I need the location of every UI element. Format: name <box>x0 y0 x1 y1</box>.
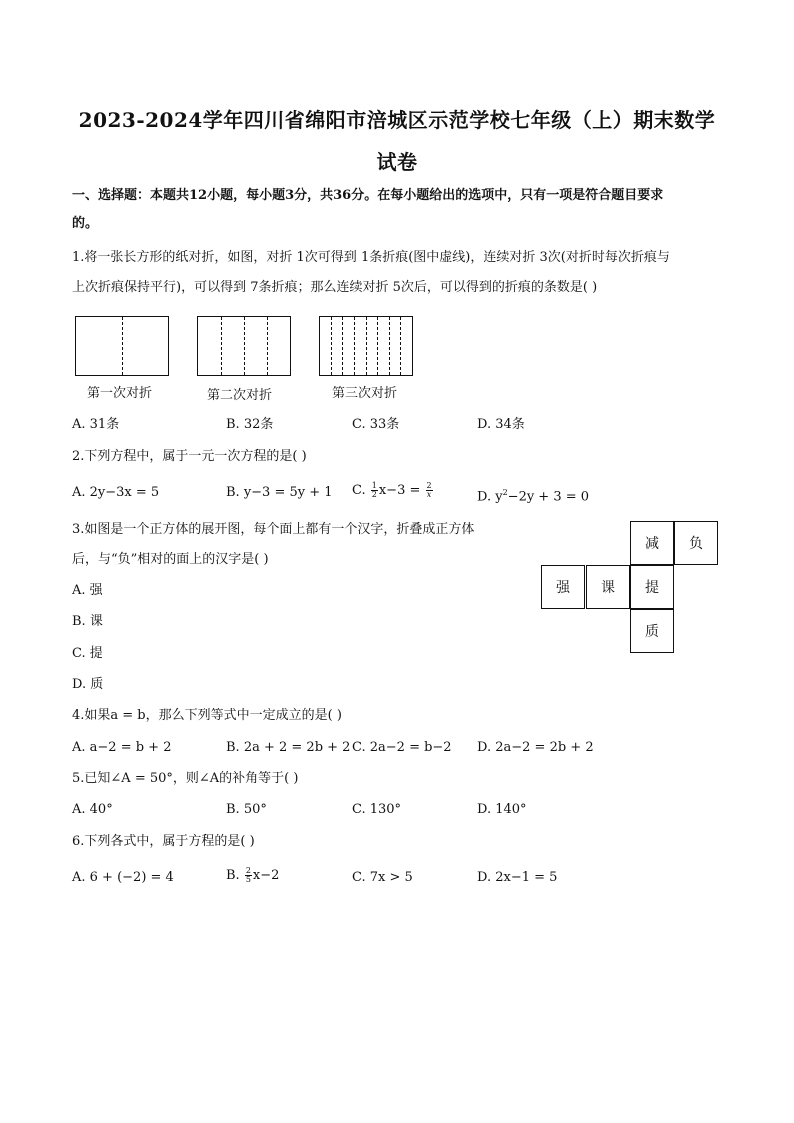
q5-option-a[interactable]: A. 40° <box>72 802 113 817</box>
q6-option-c[interactable]: C. 7x > 5 <box>352 870 413 885</box>
q3-option-b[interactable]: B. 课 <box>72 614 103 629</box>
crease-line <box>244 317 245 375</box>
q4-option-b[interactable]: B. 2a + 2 = 2b + 2 <box>226 740 351 755</box>
fraction <box>245 867 252 884</box>
fold-diagram-1 <box>75 316 169 376</box>
q3-option-c[interactable]: C. 提 <box>72 646 103 661</box>
q3-option-a[interactable]: A. 强 <box>72 583 103 598</box>
cube-face-ti: 提 <box>630 565 674 609</box>
crease-line <box>331 317 332 375</box>
cube-face-zhi: 质 <box>630 609 674 653</box>
page-title-cont: 试卷 <box>376 150 418 174</box>
q2-option-d-prefix: D. y <box>477 489 503 505</box>
q6-option-b[interactable] <box>226 867 279 885</box>
q2-option-c-prefix: C. <box>352 483 370 498</box>
q2-option-a[interactable]: A. 2y−3x = 5 <box>72 485 160 500</box>
fraction-denominator: 5 <box>245 875 251 884</box>
question-1-stem-cont: 上次折痕保持平行)，可以得到 7条折痕；那么连续对折 5次后，可以得到的折痕的条数是( ) <box>72 280 598 295</box>
cube-face-qiang: 强 <box>541 565 585 609</box>
fraction-numerator: 1 <box>371 481 377 490</box>
q6-option-b-rest: x−2 <box>252 868 280 883</box>
question-1-stem: 1.将一张长方形的纸对折，如图，对折 1次可得到 1条折痕(图中虚线)，连续对折 3次(对折时每次折痕与 <box>72 250 670 265</box>
fold-caption-2: 第二次对折 <box>207 388 273 403</box>
crease-line <box>366 317 367 375</box>
q3-option-d[interactable]: D. 质 <box>72 677 104 692</box>
question-5-stem: 5.已知∠A = 50°，则∠A的补角等于( ) <box>72 771 299 786</box>
crease-line <box>354 317 355 375</box>
q5-option-c[interactable]: C. 130° <box>352 802 402 817</box>
crease-line <box>267 317 268 375</box>
q2-option-b[interactable]: B. y−3 = 5y + 1 <box>226 485 333 500</box>
section-header-cont: 的。 <box>72 216 99 231</box>
q2-option-c[interactable] <box>352 482 434 500</box>
crease-line <box>342 317 343 375</box>
q2-option-c-mid: x−3 = <box>378 483 425 498</box>
q1-option-c[interactable]: C. 33条 <box>352 417 400 432</box>
fraction-denominator: x <box>426 490 432 499</box>
q6-option-b-prefix: B. <box>226 868 244 883</box>
page-title: 2023-2024学年四川省绵阳市涪城区示范学校七年级（上）期末数学 <box>78 108 716 132</box>
q5-option-b[interactable]: B. 50° <box>226 802 267 817</box>
q1-option-a[interactable]: A. 31条 <box>72 417 120 432</box>
crease-line <box>377 317 378 375</box>
question-6-stem: 6.下列各式中，属于方程的是( ) <box>72 834 255 849</box>
q2-option-d-rest: −2y + 3 = 0 <box>507 489 590 505</box>
crease-line <box>122 317 123 375</box>
cube-face-fu: 负 <box>674 521 718 565</box>
q4-option-d[interactable]: D. 2a−2 = 2b + 2 <box>477 740 594 755</box>
q1-option-d[interactable]: D. 34条 <box>477 417 525 432</box>
question-3-stem: 3.如图是一个正方体的展开图，每个面上都有一个汉字，折叠成正方体 <box>72 522 475 537</box>
cube-face-ke: 课 <box>586 565 630 609</box>
q1-option-b[interactable]: B. 32条 <box>226 417 274 432</box>
cube-face-jian: 减 <box>630 521 674 565</box>
crease-line <box>221 317 222 375</box>
q6-option-d[interactable]: D. 2x−1 = 5 <box>477 870 558 885</box>
fraction-denominator: 2 <box>371 490 377 499</box>
q2-option-d[interactable] <box>477 484 589 506</box>
q6-option-a[interactable]: A. 6 + (−2) = 4 <box>72 870 174 885</box>
fold-caption-1: 第一次对折 <box>87 386 153 401</box>
crease-line <box>400 317 401 375</box>
crease-line <box>389 317 390 375</box>
q4-option-c[interactable]: C. 2a−2 = b−2 <box>352 740 452 755</box>
fold-diagram-3 <box>319 316 413 376</box>
fold-caption-3: 第三次对折 <box>332 386 398 401</box>
exponent: 2 <box>502 488 508 497</box>
q4-option-a[interactable]: A. a−2 = b + 2 <box>72 740 172 755</box>
question-2-stem: 2.下列方程中，属于一元一次方程的是( ) <box>72 449 307 464</box>
q5-option-d[interactable]: D. 140° <box>477 802 527 817</box>
fraction-numerator: 2 <box>426 481 432 490</box>
question-3-stem-cont: 后，与“负”相对的面上的汉字是( ) <box>72 552 269 567</box>
fraction <box>426 482 433 499</box>
question-4-stem: 4.如果a = b，那么下列等式中一定成立的是( ) <box>72 708 342 723</box>
fold-diagram-2 <box>197 316 291 376</box>
fraction-numerator: 2 <box>245 866 251 875</box>
section-header: 一、选择题：本题共12小题，每小题3分，共36分。在每小题给出的选项中，只有一项是符合题目要求 <box>72 188 664 203</box>
fraction <box>371 482 378 499</box>
